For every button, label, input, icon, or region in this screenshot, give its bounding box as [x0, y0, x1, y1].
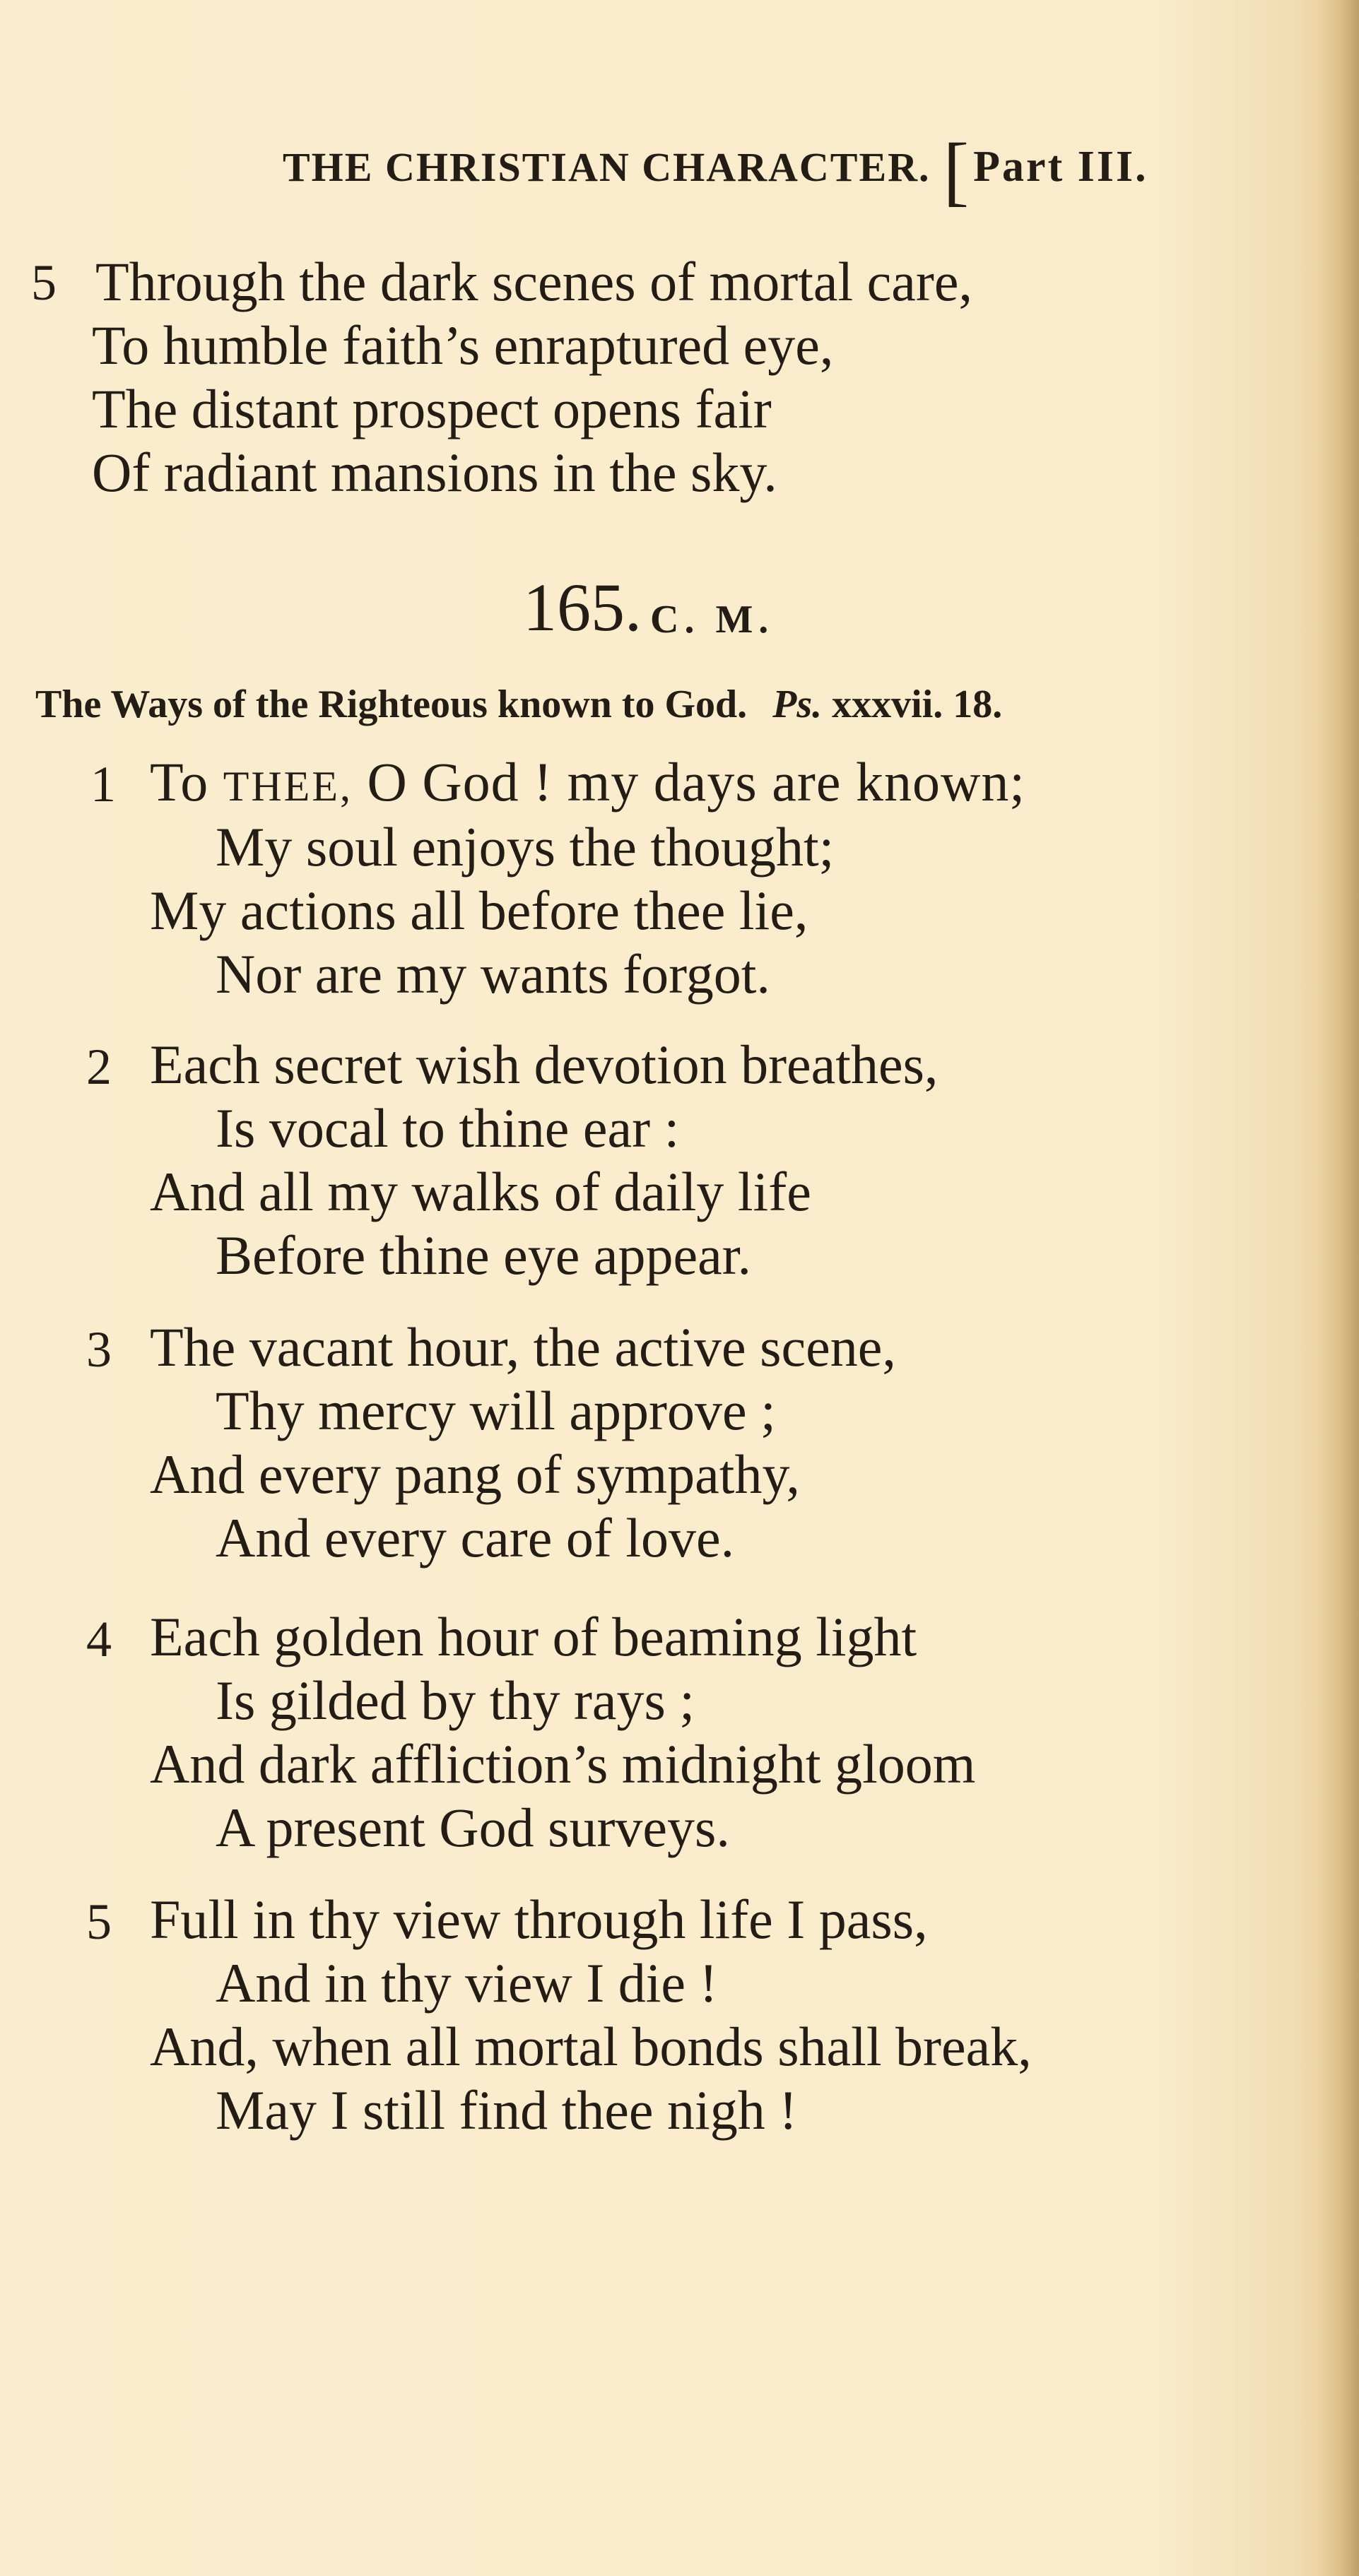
hymn-title: The Ways of the Righteous known to God. [35, 683, 748, 726]
stanza-2-line-1: Each secret wish devotion breathes, [150, 1034, 939, 1095]
hymn-title-line [35, 682, 1002, 727]
stanza-5-line-3: And, when all mortal bonds shall break, [150, 2016, 1032, 2077]
stanza-number-5: 5 [86, 1893, 112, 1950]
stanza-number-4: 4 [86, 1611, 112, 1667]
stanza-5-line-2: And in thy view I die ! [216, 1952, 718, 2014]
hymn-number: 165. [523, 569, 642, 645]
stanza-4-line-2: Is gilded by thy rays ; [216, 1670, 695, 1731]
previous-stanza-line-1: Through the dark scenes of mortal care, [95, 251, 972, 312]
stanza-2-line-4: Before thine eye appear. [216, 1224, 751, 1286]
scripture-ref-abbr: Ps. [772, 683, 823, 726]
stanza-2-line-2: Is vocal to thine ear : [216, 1097, 680, 1159]
stanza-1-line-4: Nor are my wants forgot. [216, 943, 770, 1005]
stanza-5-line-1: Full in thy view through life I pass, [150, 1889, 928, 1950]
stanza-3-line-4: And every care of love. [216, 1507, 735, 1568]
stanza-2-line-3: And all my walks of daily life [150, 1161, 811, 1222]
previous-stanza-line-3: The distant prospect opens fair [92, 378, 772, 439]
first-line-rest: ! my days are known; [534, 751, 1025, 813]
previous-stanza-number: 5 [31, 254, 57, 311]
stanza-5-line-4: May I still find thee nigh ! [216, 2079, 798, 2141]
stanza-1-line-2: My soul enjoys the thought; [216, 816, 835, 878]
previous-stanza-line-2: To humble faith’s enraptured eye, [92, 314, 834, 376]
stanza-3-line-2: Thy mercy will approve ; [216, 1380, 776, 1441]
stanza-number-1: 1 [90, 756, 116, 813]
stanza-3-line-3: And every pang of sympathy, [150, 1443, 800, 1505]
stanza-number-3: 3 [86, 1321, 112, 1378]
stanza-4-line-3: And dark affliction’s midnight gloom [150, 1733, 976, 1795]
stanza-1-line-1 [150, 751, 1025, 813]
first-word: To [150, 751, 209, 813]
first-line-caps: THEE, [223, 763, 353, 810]
hymn-metre: C. M. [650, 598, 775, 642]
running-head-title: THE CHRISTIAN CHARACTER. [283, 144, 931, 190]
running-head-part: Part III. [973, 143, 1148, 191]
running-head [283, 126, 1343, 215]
stanza-4-line-4: A present God surveys. [216, 1797, 730, 1858]
scripture-ref: xxxvii. 18. [832, 683, 1003, 726]
stanza-number-2: 2 [86, 1039, 112, 1095]
stanza-4-line-1: Each golden hour of beaming light [150, 1606, 917, 1667]
stanza-3-line-1: The vacant hour, the active scene, [150, 1316, 896, 1378]
stanza-1-line-3: My actions all before thee lie, [150, 880, 808, 941]
first-line-god: O God [367, 751, 519, 813]
previous-stanza-line-4: Of radiant mansions in the sky. [92, 442, 777, 503]
page-edge-shadow [1317, 0, 1359, 2576]
running-head-bracket: [ [943, 127, 971, 213]
